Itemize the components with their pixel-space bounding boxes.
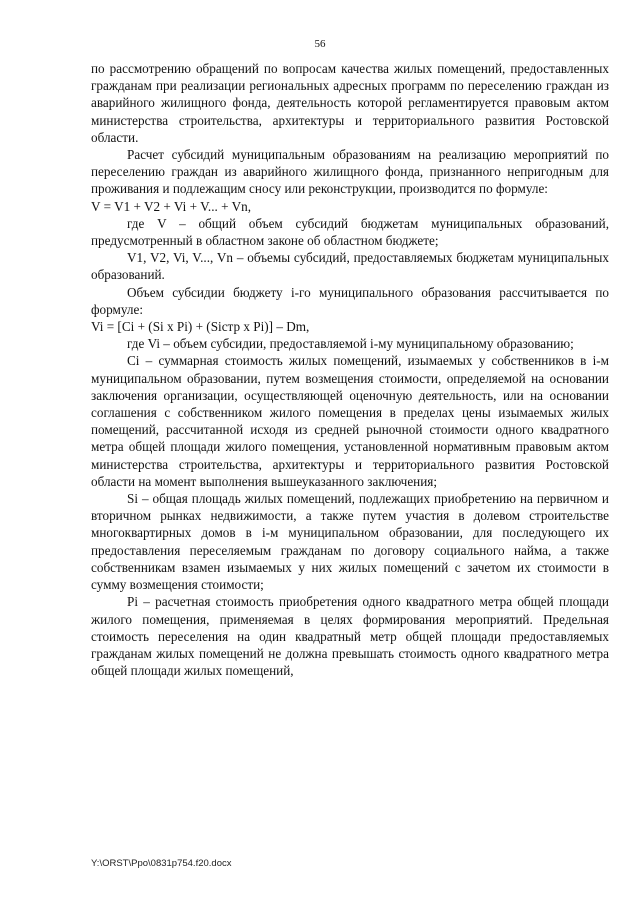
paragraph-definition-vi: где Vi – объем субсидии, предоставляемой i-му муниципальному образованию; [127, 336, 574, 352]
paragraph-definition-si: Si – общая площадь жилых помещений, подлежащих приобретению на первичном и вторичном рынках недвижимости, а также путем участия в долевом строительстве многоквартирных домов в i-м муниципальном образовании, для последующего их предоставления переселяемым гражданам по договору социального найма, а также собственникам взамен изымаемых у них жилых помещений с зачетом их стоимости в сумму возмещения стоимости; [91, 491, 609, 593]
paragraph-definition-pi: Pi – расчетная стоимость приобретения одного квадратного метра общей площади жилого помещения, применяемая в целях формирования мероприятий. Предельная стоимость переселения на один квадратный метр общей площади предоставляемых гражданам жилых помещений не должна превышать стоимость одного квадратного метра общей площади жилых помещений, [91, 594, 609, 679]
paragraph-commission-continuation: по рассмотрению обращений по вопросам качества жилых помещений, предоставленных гражданам при реализации региональных адресных программ по переселению граждан из аварийного жилищного фонда, деятельность которой регламентируется правовым актом министерства строительства, архитектуры и территориального развития Ростовской области. [91, 61, 609, 145]
paragraph-definition-ci: Ci – суммарная стоимость жилых помещений, изымаемых у собственников в i-м муниципальном образовании, путем возмещения стоимости, определяемой на основании заключения организации, осуществляющей оценочную деятельность, или на основании соглашения с собственником жилого помещения в пределах цены изымаемых жилых помещений, рассчитанной исходя из средней рыночной стоимости одного квадратного метра общей площади жилого помещения, установленной нормативным правовым актом министерства строительства, архитектуры и территориального развития Ростовской области на момент выполнения вышеуказанного заключения; [91, 353, 609, 489]
footer-file-path: Y:\ORST\Ppo\0831p754.f20.docx [91, 858, 232, 869]
paragraph-municipal-subsidy-intro: Объем субсидии бюджету i-го муниципального образования рассчитывается по формуле: [91, 284, 609, 317]
paragraph-subsidy-calculation-intro: Расчет субсидий муниципальным образованиям на реализацию мероприятий по переселению граждан из аварийного жилищного фонда, признанного непригодным для проживания и подлежащим сносу или реконструкции, производится по формуле: [91, 147, 609, 197]
paragraph-definition-v: где V – общий объем субсидий бюджетам муниципальных образований, предусмотренный в областном законе об областном бюджете; [91, 215, 609, 249]
page-number: 56 [314, 38, 326, 50]
formula-total-subsidy: V = V1 + V2 + Vi + V... + Vn, [91, 198, 252, 214]
formula-municipal-subsidy: Vi = [Ci + (Si x Pi) + (Siстр x Pi)] – Dm, [91, 319, 310, 335]
paragraph-definition-v1-vn: V1, V2, Vi, V..., Vn – объемы субсидий, предоставляемых бюджетам муниципальных образований. [91, 250, 609, 283]
document-body [91, 60, 609, 679]
